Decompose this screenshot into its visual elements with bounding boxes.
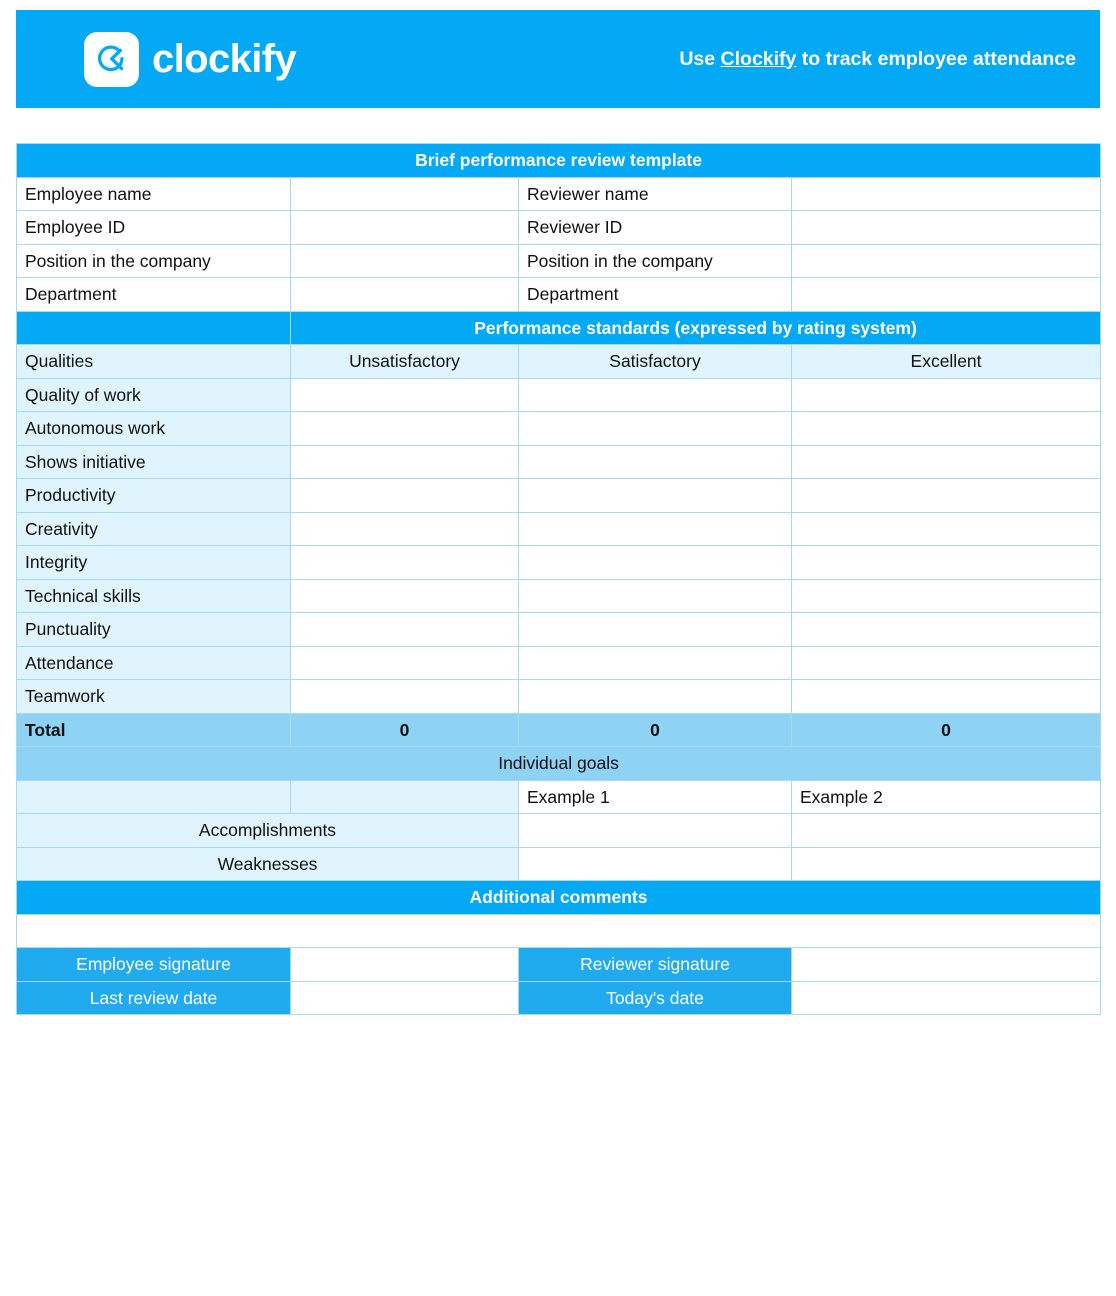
- quality-label: Teamwork: [17, 680, 291, 714]
- reviewer-name-label: Reviewer name: [519, 177, 792, 211]
- rating-cell-excellent[interactable]: [792, 613, 1101, 647]
- rating-cell-excellent[interactable]: [792, 412, 1101, 446]
- table-row: [17, 646, 1101, 680]
- employee-name-field[interactable]: [291, 177, 519, 211]
- weaknesses-example-2-field[interactable]: [792, 847, 1101, 881]
- brand-name: clockify: [152, 37, 297, 81]
- clockify-clock-icon: [84, 32, 139, 87]
- table-row: [17, 546, 1101, 580]
- reviewer-id-field[interactable]: [792, 211, 1101, 245]
- brand-banner: [16, 10, 1100, 108]
- total-excellent: 0: [792, 713, 1101, 747]
- rating-cell-unsatisfactory[interactable]: [291, 479, 519, 513]
- quality-label: Integrity: [17, 546, 291, 580]
- rating-cell-satisfactory[interactable]: [519, 613, 792, 647]
- table-row-comments-header: [17, 881, 1101, 915]
- goals-header-spacer: [17, 780, 291, 814]
- rating-cell-unsatisfactory[interactable]: [291, 378, 519, 412]
- table-row-signature: [17, 948, 1101, 982]
- rating-cell-unsatisfactory[interactable]: [291, 412, 519, 446]
- quality-label: Shows initiative: [17, 445, 291, 479]
- clockify-link[interactable]: Clockify: [720, 47, 797, 70]
- brand-logo: [84, 32, 296, 87]
- employee-department-label: Department: [17, 278, 291, 312]
- accomplishments-example-1-field[interactable]: [519, 814, 792, 848]
- rating-header-excellent: Excellent: [792, 345, 1101, 379]
- reviewer-department-field[interactable]: [792, 278, 1101, 312]
- table-row-standards-header: [17, 311, 1101, 345]
- weaknesses-example-1-field[interactable]: [519, 847, 792, 881]
- rating-cell-satisfactory[interactable]: [519, 445, 792, 479]
- table-row: [17, 244, 1101, 278]
- table-row: [17, 613, 1101, 647]
- table-row-total: [17, 713, 1101, 747]
- table-row: [17, 579, 1101, 613]
- table-row-comments-body: [17, 914, 1101, 948]
- employee-signature-field[interactable]: [291, 948, 519, 982]
- individual-goals-title: Individual goals: [17, 747, 1101, 781]
- rating-cell-unsatisfactory[interactable]: [291, 512, 519, 546]
- table-row: [17, 278, 1101, 312]
- additional-comments-title: Additional comments: [17, 881, 1101, 915]
- tagline-prefix: Use: [679, 47, 721, 70]
- table-row: [17, 512, 1101, 546]
- rating-header-satisfactory: Satisfactory: [519, 345, 792, 379]
- table-row-signature-dates: [17, 981, 1101, 1015]
- table-row: [17, 479, 1101, 513]
- table-row: [17, 378, 1101, 412]
- employee-position-field[interactable]: [291, 244, 519, 278]
- rating-cell-unsatisfactory[interactable]: [291, 445, 519, 479]
- reviewer-department-label: Department: [519, 278, 792, 312]
- table-row-title: [17, 144, 1101, 178]
- reviewer-id-label: Reviewer ID: [519, 211, 792, 245]
- rating-cell-excellent[interactable]: [792, 680, 1101, 714]
- rating-header-unsatisfactory: Unsatisfactory: [291, 345, 519, 379]
- page-title: Brief performance review template: [17, 144, 1101, 178]
- employee-id-label: Employee ID: [17, 211, 291, 245]
- reviewer-position-label: Position in the company: [519, 244, 792, 278]
- goal-column-example-1: Example 1: [519, 780, 792, 814]
- weaknesses-label: Weaknesses: [17, 847, 519, 881]
- reviewer-signature-field[interactable]: [792, 948, 1101, 982]
- total-unsatisfactory: 0: [291, 713, 519, 747]
- quality-label: Punctuality: [17, 613, 291, 647]
- goals-header-spacer-2: [291, 780, 519, 814]
- todays-date-label: Today's date: [519, 981, 792, 1015]
- table-row: [17, 680, 1101, 714]
- rating-cell-satisfactory[interactable]: [519, 680, 792, 714]
- employee-id-field[interactable]: [291, 211, 519, 245]
- rating-cell-unsatisfactory[interactable]: [291, 579, 519, 613]
- review-table: [16, 143, 1101, 1015]
- todays-date-field[interactable]: [792, 981, 1101, 1015]
- employee-position-label: Position in the company: [17, 244, 291, 278]
- accomplishments-label: Accomplishments: [17, 814, 519, 848]
- table-row-goals-header: [17, 747, 1101, 781]
- rating-cell-satisfactory[interactable]: [519, 378, 792, 412]
- rating-cell-excellent[interactable]: [792, 579, 1101, 613]
- table-row-goals-columns: [17, 780, 1101, 814]
- quality-label: Technical skills: [17, 579, 291, 613]
- rating-cell-excellent[interactable]: [792, 646, 1101, 680]
- employee-department-field[interactable]: [291, 278, 519, 312]
- performance-review-sheet: [16, 143, 1100, 1015]
- rating-cell-satisfactory[interactable]: [519, 579, 792, 613]
- quality-label: Autonomous work: [17, 412, 291, 446]
- rating-cell-unsatisfactory[interactable]: [291, 680, 519, 714]
- rating-cell-satisfactory[interactable]: [519, 646, 792, 680]
- employee-signature-label: Employee signature: [17, 948, 291, 982]
- rating-cell-excellent[interactable]: [792, 479, 1101, 513]
- rating-cell-satisfactory[interactable]: [519, 546, 792, 580]
- standards-header-spacer: [17, 311, 291, 345]
- quality-label: Quality of work: [17, 378, 291, 412]
- quality-label: Attendance: [17, 646, 291, 680]
- rating-cell-satisfactory[interactable]: [519, 479, 792, 513]
- table-row: [17, 847, 1101, 881]
- rating-cell-excellent[interactable]: [792, 445, 1101, 479]
- performance-standards-title: Performance standards (expressed by rating system): [291, 311, 1101, 345]
- quality-label: Productivity: [17, 479, 291, 513]
- reviewer-signature-label: Reviewer signature: [519, 948, 792, 982]
- reviewer-name-field[interactable]: [792, 177, 1101, 211]
- rating-cell-excellent[interactable]: [792, 546, 1101, 580]
- qualities-column-header: Qualities: [17, 345, 291, 379]
- table-row-rating-headers: [17, 345, 1101, 379]
- total-label: Total: [17, 713, 291, 747]
- table-row: [17, 445, 1101, 479]
- reviewer-position-field[interactable]: [792, 244, 1101, 278]
- banner-tagline: [679, 48, 1076, 71]
- table-row: [17, 177, 1101, 211]
- employee-name-label: Employee name: [17, 177, 291, 211]
- quality-label: Creativity: [17, 512, 291, 546]
- rating-cell-excellent[interactable]: [792, 512, 1101, 546]
- rating-cell-unsatisfactory[interactable]: [291, 613, 519, 647]
- table-row: [17, 814, 1101, 848]
- tagline-suffix: to track employee attendance: [796, 47, 1076, 70]
- rating-cell-satisfactory[interactable]: [519, 412, 792, 446]
- rating-cell-satisfactory[interactable]: [519, 512, 792, 546]
- rating-cell-excellent[interactable]: [792, 378, 1101, 412]
- last-review-date-field[interactable]: [291, 981, 519, 1015]
- accomplishments-example-2-field[interactable]: [792, 814, 1101, 848]
- additional-comments-field[interactable]: [17, 914, 1101, 948]
- table-row: [17, 211, 1101, 245]
- table-row: [17, 412, 1101, 446]
- rating-cell-unsatisfactory[interactable]: [291, 646, 519, 680]
- goal-column-example-2: Example 2: [792, 780, 1101, 814]
- last-review-date-label: Last review date: [17, 981, 291, 1015]
- rating-cell-unsatisfactory[interactable]: [291, 546, 519, 580]
- total-satisfactory: 0: [519, 713, 792, 747]
